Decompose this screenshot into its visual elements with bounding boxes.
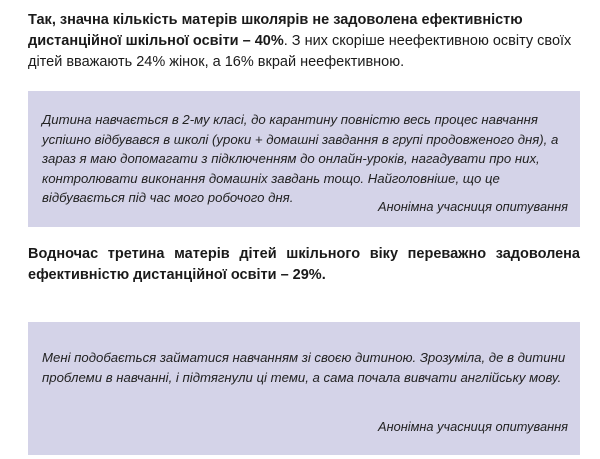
quote-text-second: Мені подобається займатися навчанням зі своєю дитиною. Зрозуміла, де в дитини проблеми в навчанні, і підтягнули ці теми, а сама почала вивчати англійську мову. [42, 350, 566, 385]
quote-attribution-second: Анонімна учасниця опитування [378, 419, 568, 434]
quote-text-first: Дитина навчається в 2-му класі, до карантину повністю весь процес навчання успішно відбувався в школі (уроки + домашні завдання в групі продовженого дня), а зараз я маю допомагати з підключенням до онлайн-уроків, нагадувати про них, контролювати виконання домашніх завдань тощо. Найголовніше, що це відбувається під час мого робочого дня. [42, 112, 559, 205]
quote-box-second [28, 322, 580, 455]
intro-paragraph-highlight: Так, значна кількість матерів школярів не задоволена ефективністю дистанційної шкільної освіти – 40% [28, 12, 523, 49]
intro-paragraph [28, 10, 580, 73]
second-paragraph-highlight: Водночас третина матерів дітей шкільного віку переважно задоволена ефективністю дистанційної освіти – 29%. [28, 246, 580, 283]
second-paragraph [28, 244, 580, 286]
quote-box-first [28, 91, 580, 227]
quote-attribution-first: Анонімна учасниця опитування [378, 199, 568, 214]
intro-paragraph-rest: . З них скоріше неефективною освіту своїх дітей вважають 24% жінок, а 16% вкрай неефективною. [28, 33, 572, 70]
